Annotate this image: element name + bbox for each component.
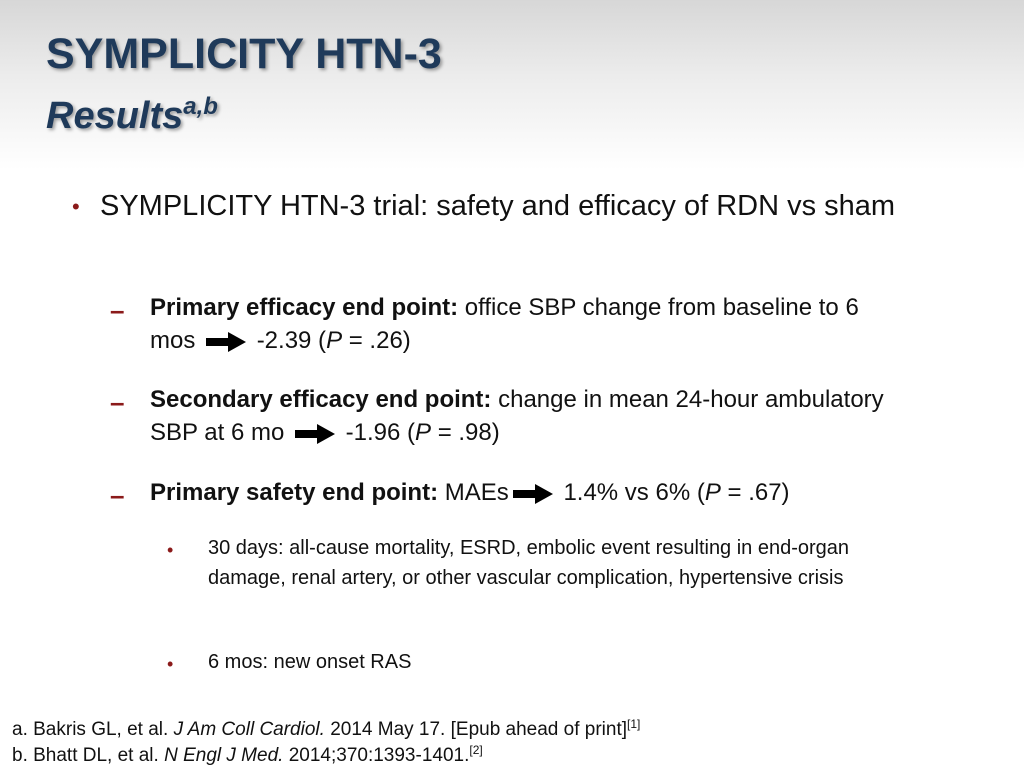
secondary-efficacy-item xyxy=(150,383,910,449)
secondary-efficacy-label: Secondary efficacy end point: xyxy=(150,386,492,413)
primary-efficacy-label: Primary efficacy end point: xyxy=(150,294,459,321)
slide-title: SYMPLICITY HTN-3 xyxy=(46,30,442,78)
bullet-icon: • xyxy=(72,194,80,219)
reference-b-details: 2014;370:1393-1401. xyxy=(283,745,470,766)
secondary-efficacy-text: change in mean 24-hour ambulatory SBP at 6 mo xyxy=(150,386,884,446)
reference-a-authors: a. Bakris GL, et al. xyxy=(12,719,174,740)
p-label: P xyxy=(326,327,343,354)
subtitle-text: Results xyxy=(46,95,184,137)
primary-safety-text: MAEs xyxy=(444,479,509,506)
right-arrow-icon xyxy=(295,424,335,444)
reference-a-link[interactable]: [1] xyxy=(627,717,641,731)
primary-safety-label: Primary safety end point: xyxy=(150,479,439,506)
p-label: P xyxy=(704,479,721,506)
header-band xyxy=(0,0,1024,170)
primary-efficacy-value: -2.39 ( xyxy=(256,327,327,354)
bullet-icon: • xyxy=(167,540,174,560)
reference-b-journal: N Engl J Med. xyxy=(164,745,284,766)
dash-icon: – xyxy=(110,387,125,417)
p-label: P xyxy=(415,419,432,446)
dash-icon: – xyxy=(110,480,125,510)
reference-b-link[interactable]: [2] xyxy=(469,743,483,757)
reference-a-journal: J Am Coll Cardiol. xyxy=(173,719,325,740)
secondary-efficacy-value: -1.96 ( xyxy=(345,419,416,446)
reference-b xyxy=(12,739,483,767)
right-arrow-icon xyxy=(513,484,553,504)
reference-b-authors: b. Bhatt DL, et al. xyxy=(12,745,165,766)
main-bullet-text: SYMPLICITY HTN-3 trial: safety and efficacy of RDN vs sham xyxy=(100,190,896,222)
bullet-icon: • xyxy=(167,654,174,674)
primary-efficacy-text: office SBP change from baseline to 6 mos xyxy=(150,294,859,354)
reference-a xyxy=(12,713,640,741)
reference-a-details: 2014 May 17. [Epub ahead of print] xyxy=(324,719,628,740)
dash-icon: – xyxy=(110,295,125,325)
right-arrow-icon xyxy=(206,332,246,352)
slide-subtitle xyxy=(46,93,218,138)
primary-safety-item xyxy=(150,476,910,509)
primary-efficacy-p: = .26) xyxy=(342,327,411,354)
primary-safety-p: = .67) xyxy=(720,479,790,506)
primary-safety-value: 1.4% vs 6% ( xyxy=(563,479,705,506)
primary-efficacy-item xyxy=(150,291,910,357)
subtitle-superscript: a,b xyxy=(183,93,218,120)
sub-bullet-6-mos: 6 mos: new onset RAS xyxy=(208,651,412,673)
sub-bullet-30-days: 30 days: all-cause mortality, ESRD, embolic event resulting in end-organ damage, renal artery, or other vascular complication, hypertensive crisis xyxy=(208,537,850,589)
secondary-efficacy-p: = .98) xyxy=(431,419,500,446)
